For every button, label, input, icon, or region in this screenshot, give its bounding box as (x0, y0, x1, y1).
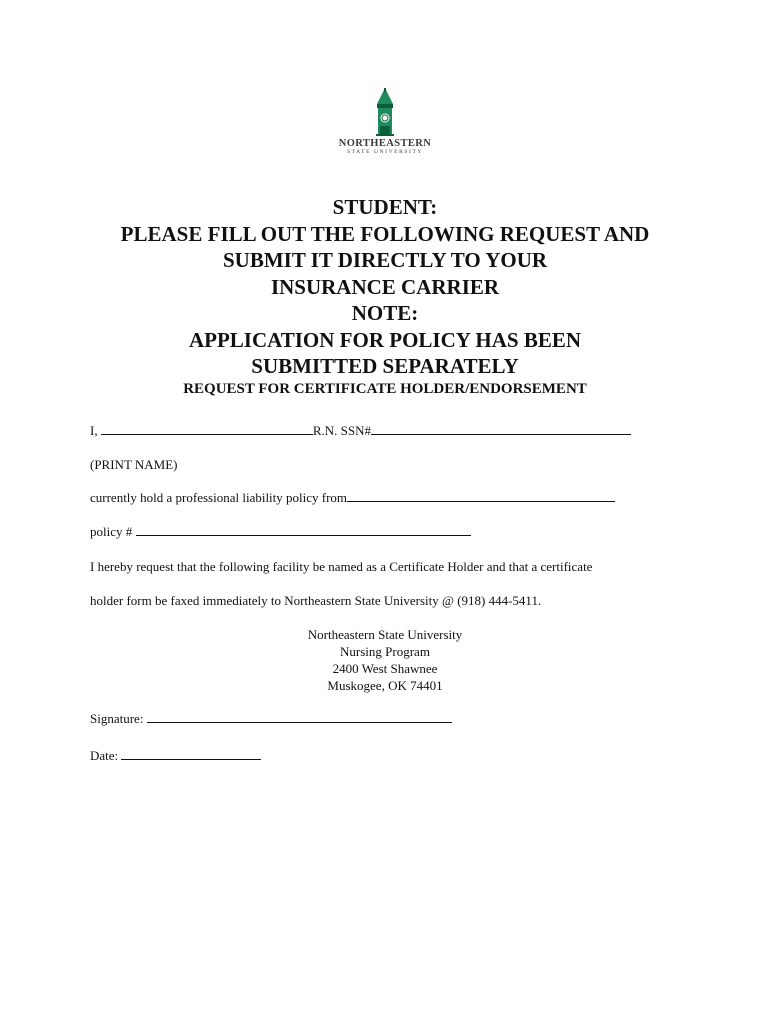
date-field[interactable] (121, 748, 261, 760)
signature-label: Signature: (90, 711, 144, 726)
rn-ssn-label: R.N. SSN# (312, 423, 372, 438)
request-line-1: I hereby request that the following facility be named as a Certificate Holder and that a certificate (90, 559, 593, 574)
address-line: Nursing Program (340, 644, 430, 659)
name-ssn-line (90, 423, 631, 439)
request-line-2: holder form be faxed immediately to Northeastern State University @ (918) 444-5411. (90, 593, 542, 608)
heading-line: SUBMITTED SEPARATELY (251, 354, 519, 378)
heading-line: INSURANCE CARRIER (270, 274, 500, 299)
address-line: Northeastern State University (307, 627, 463, 642)
heading-line: APPLICATION FOR POLICY HAS BEEN (188, 327, 582, 352)
name-field[interactable] (101, 423, 313, 435)
signature-field[interactable] (147, 711, 452, 723)
document-heading (40, 194, 730, 380)
policy-number-line (90, 524, 471, 540)
address-line: 2400 West Shawnee (332, 661, 438, 676)
print-name-label: (PRINT NAME) (90, 457, 178, 472)
policy-number-field[interactable] (136, 524, 471, 536)
name-prefix: I, (90, 423, 98, 438)
mailing-address (185, 626, 585, 694)
ssn-field[interactable] (371, 423, 631, 435)
date-line (90, 748, 261, 764)
heading-line: NOTE: (351, 301, 419, 325)
heading-line: PLEASE FILL OUT THE FOLLOWING REQUEST AND (120, 221, 650, 246)
address-line: Muskogee, OK 74401 (327, 678, 443, 693)
policy-number-label: policy # (90, 524, 133, 539)
carrier-field[interactable] (347, 490, 615, 502)
signature-line (90, 711, 452, 727)
logo-subname: STATE UNIVERSITY (346, 149, 424, 155)
university-logo (325, 88, 445, 160)
date-label: Date: (90, 748, 119, 763)
form-title: REQUEST FOR CERTIFICATE HOLDER/ENDORSEMENT (183, 381, 587, 397)
policy-from-label: currently hold a professional liability policy from (90, 490, 348, 505)
heading-line: SUBMIT IT DIRECTLY TO YOUR (222, 248, 548, 272)
policy-from-line (90, 490, 615, 506)
heading-line: STUDENT: (332, 195, 438, 219)
logo-name: NORTHEASTERN (338, 138, 432, 149)
clock-tower-icon (374, 88, 396, 136)
